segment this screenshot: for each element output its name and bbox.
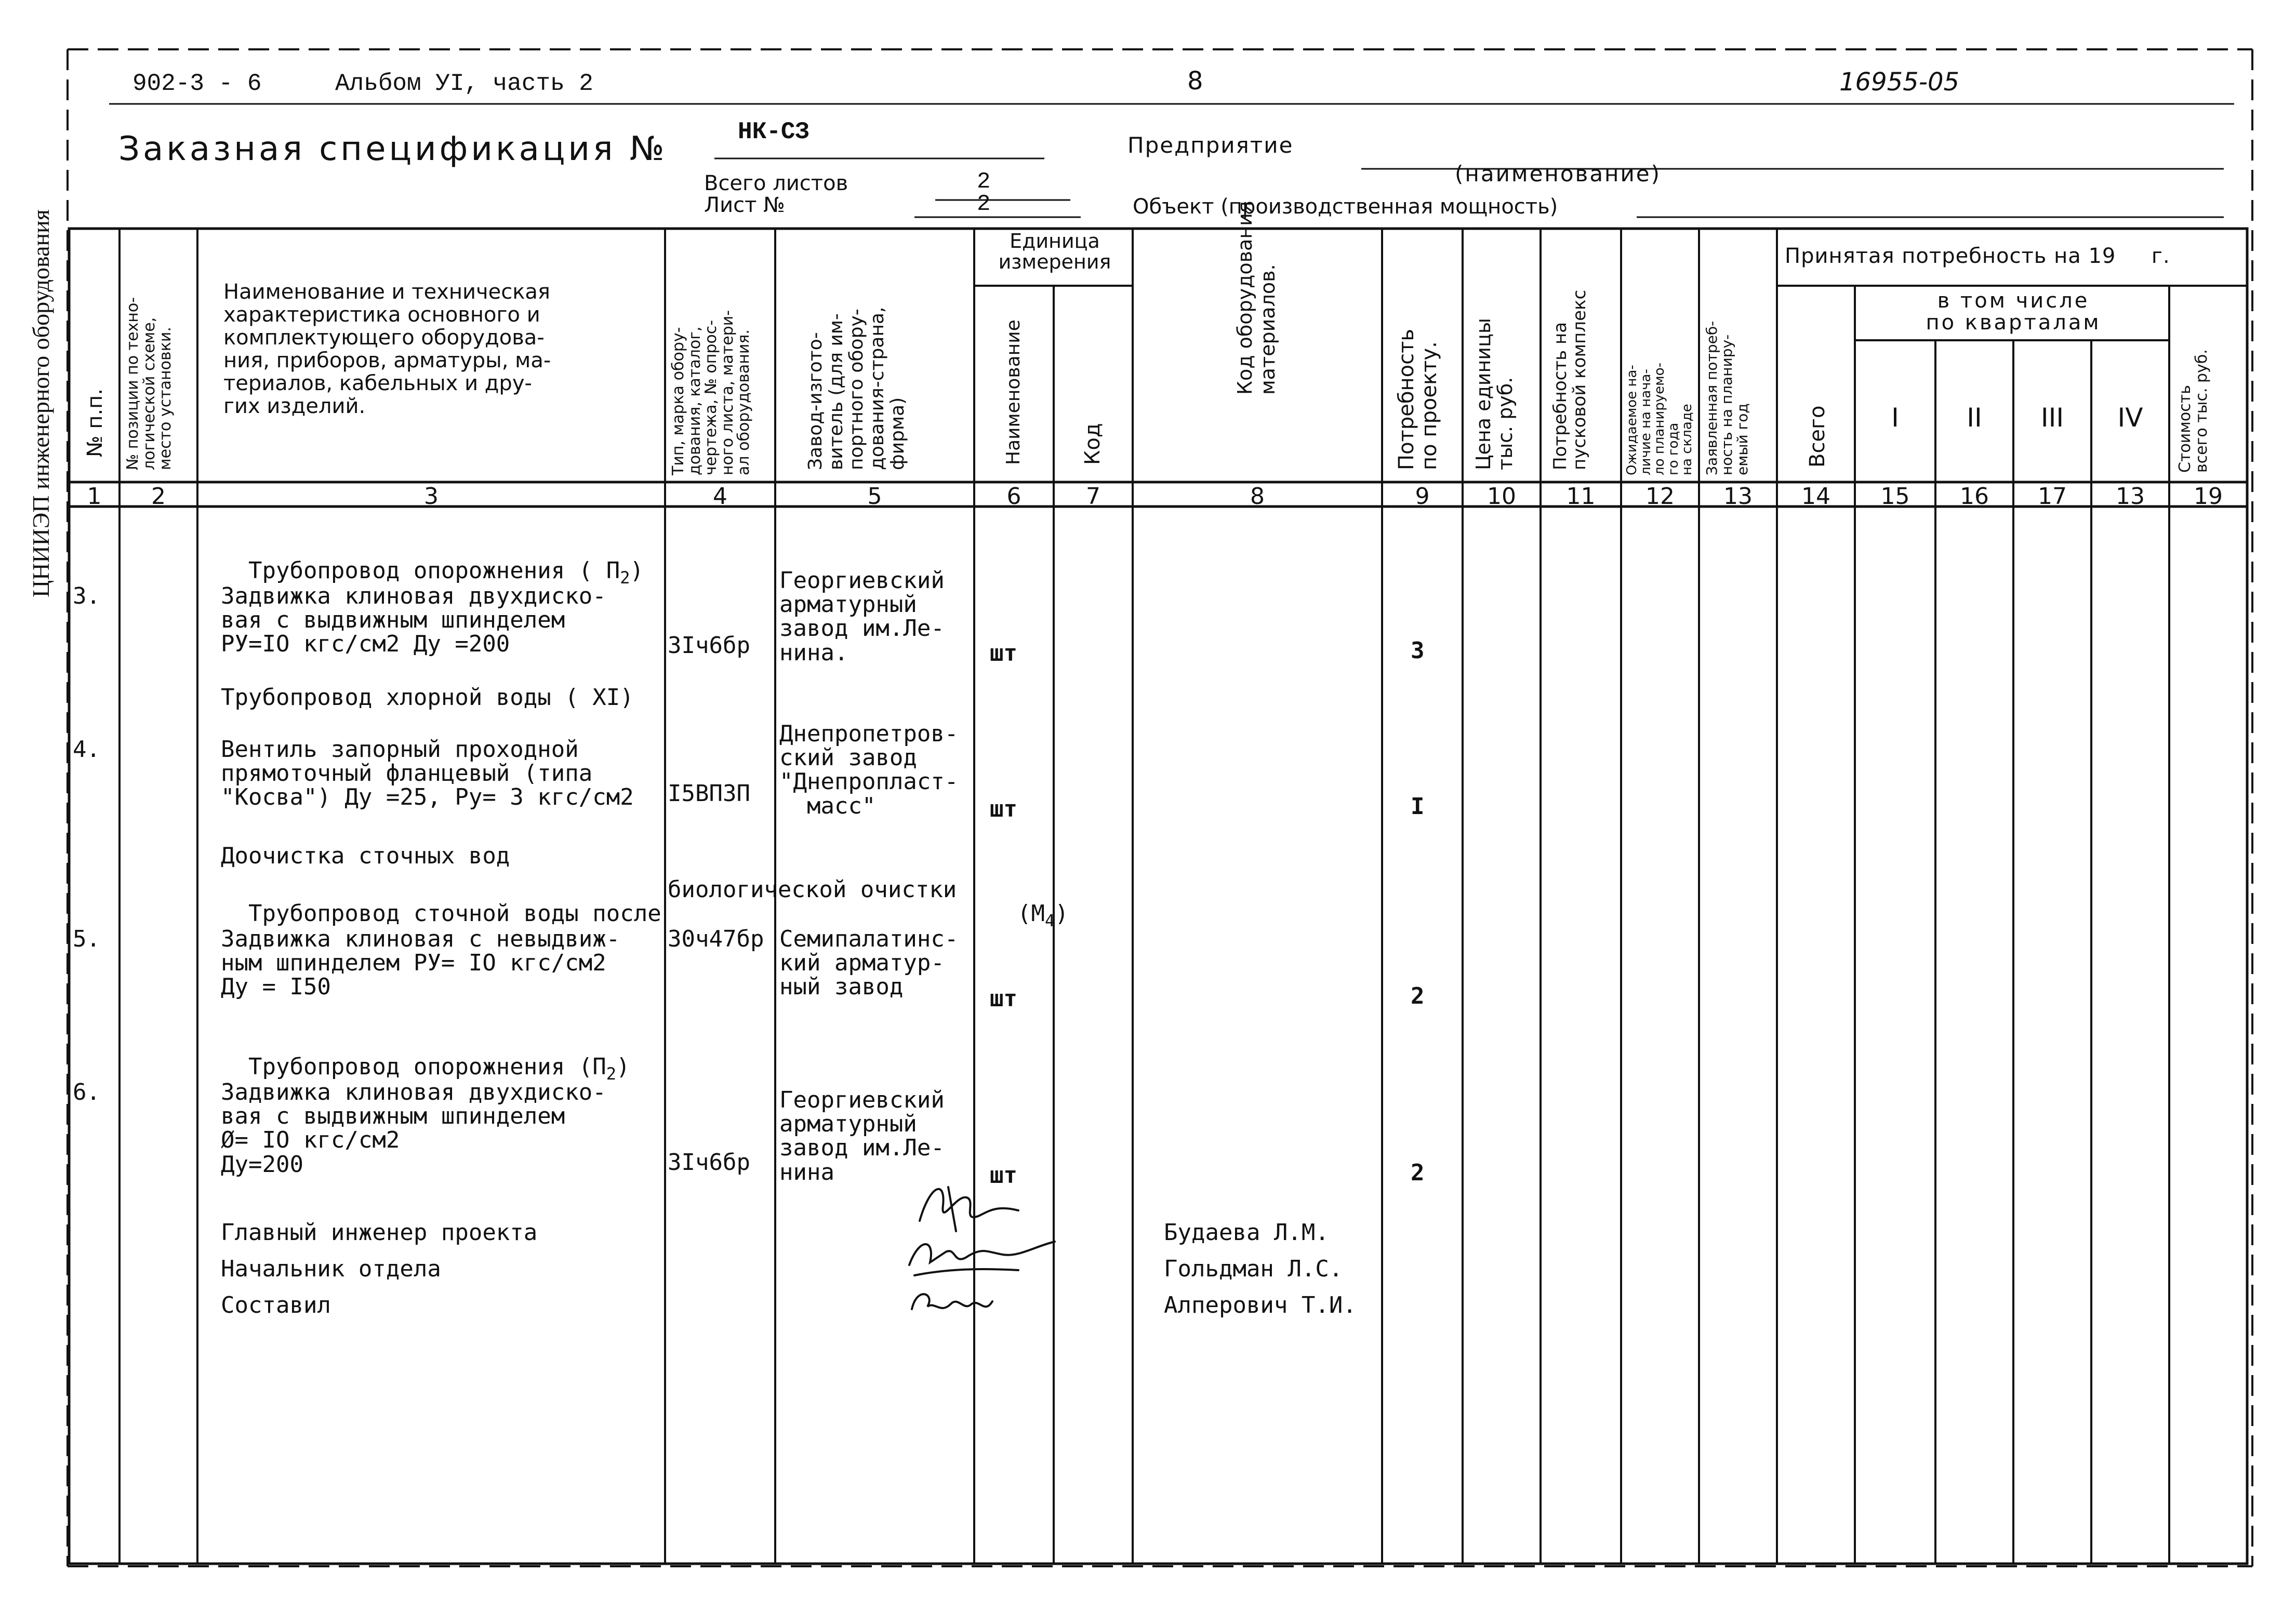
quarters-group: в том числе по кварталам xyxy=(1926,289,2101,335)
document-number: 16955-05 xyxy=(1839,68,1960,97)
item-quantity: 2 xyxy=(1411,1160,1425,1186)
signature-name-compiler: Алперович Т.И. xyxy=(1164,1292,1357,1318)
item-type: 3Iч6бр xyxy=(668,632,750,659)
item-name: Вентиль запорный проходной прямоточный фланцевый (типа "Косва") Ду =25, Ру= 3 кгс/см2 xyxy=(221,736,634,811)
col-number-17: 17 xyxy=(2038,483,2067,510)
col-header-17: III xyxy=(2040,403,2064,433)
col-number-6: 6 xyxy=(1006,483,1021,510)
signature-role-compiler: Составил xyxy=(221,1292,331,1318)
col-header-8: Код оборудования материалов. xyxy=(1233,201,1279,395)
item-type: 30ч47бр xyxy=(668,926,764,952)
section-text: Трубопровод сточной воды после xyxy=(248,900,661,927)
item-name: Задвижка клиновая с невыдвиж- ным шпинделем РУ= IO кгс/см2 Ду = I50 xyxy=(221,926,620,1001)
col-header-14: Всего xyxy=(1806,405,1829,468)
section-heading: Доочистка сточных вод xyxy=(221,843,510,869)
row-number: 6. xyxy=(73,1079,100,1105)
album-label: Альбом УI, часть 2 xyxy=(335,70,593,97)
item-maker: Семипалатинс- кий арматур- ный завод xyxy=(779,926,959,1001)
item-name: Задвижка клиновая двухдиско- вая с выдвижным шпинделем Ø= IO кгс/см2 Ду=200 xyxy=(221,1079,606,1178)
col-header-16: II xyxy=(1967,403,1982,433)
name-caption: (наименование) xyxy=(1455,161,1662,186)
col-number-2: 2 xyxy=(151,483,166,510)
col-number-12: 12 xyxy=(1645,483,1675,510)
col-number-8: 8 xyxy=(1250,483,1265,510)
item-type: 3Iч6бр xyxy=(668,1149,750,1176)
section-text: Трубопровод опорожнения ( П xyxy=(248,557,620,584)
item-unit: шт xyxy=(990,640,1017,667)
col-number-16: 16 xyxy=(1960,483,1989,510)
page-number: 8 xyxy=(1187,66,1203,96)
handwritten-signatures xyxy=(899,1174,1086,1330)
item-quantity: I xyxy=(1411,793,1425,820)
signature-role-chief-engineer: Главный инженер проекта xyxy=(221,1219,538,1246)
section-end: ) xyxy=(630,557,644,584)
section-tail-text: (М xyxy=(1017,900,1045,927)
col-header-6: Наименование xyxy=(1003,319,1024,465)
col-number-7: 7 xyxy=(1086,483,1100,510)
item-maker: Георгиевский арматурный завод им.Ле- нина xyxy=(779,1087,945,1185)
row-number: 4. xyxy=(73,736,100,763)
item-maker: Днепропетров- ский завод "Днепропласт- масс" xyxy=(779,721,959,819)
col-header-1: № п.п. xyxy=(83,388,107,457)
item-maker: Георгиевский арматурный завод им.Ле- нина. xyxy=(779,567,945,666)
col-header-14-group: Принятая потребность на 19 г. xyxy=(1785,244,2170,268)
row-number: 5. xyxy=(73,926,100,952)
signature-name-department-head: Гольдман Л.С. xyxy=(1164,1256,1343,1282)
item-unit: шт xyxy=(990,1162,1017,1189)
col-header-4: Тип, марка обору- дования, каталог, чертежа, № опрос- ного листа, матери- ал оборудования. xyxy=(669,310,753,475)
section-heading xyxy=(221,1031,630,1083)
col-header-18: IV xyxy=(2117,403,2143,433)
section-text: Трубопровод опорожнения (П xyxy=(248,1054,606,1081)
section-tail xyxy=(990,878,1069,930)
section-tail-end: ) xyxy=(1055,900,1069,927)
side-label: ЦНИИЭП инженерного оборудования xyxy=(28,209,54,597)
col-number-10: 10 xyxy=(1487,483,1516,510)
col-header-3: Наименование и техническая характеристика основного и комплектующего оборудова- ния, приборов, арматуры, ма- териалов, кабельных и дру- гих изделий. xyxy=(223,280,551,418)
section-continuation: биологической очистки xyxy=(668,876,957,903)
col-header-13: Заявленная потреб- ность на планиру- емый год xyxy=(1703,321,1751,475)
sheet-label: Лист № xyxy=(704,193,785,217)
col-header-19: Стоимость всего тыс. руб. xyxy=(2176,349,2211,473)
col-header-6-group: Единица измерения xyxy=(998,230,1111,273)
col-number-14: 14 xyxy=(1801,483,1830,510)
series-number: 902-3 - 6 xyxy=(132,70,262,97)
enterprise-label: Предприятие xyxy=(1127,132,1294,158)
col-number-15: 15 xyxy=(1880,483,1910,510)
col-number-9: 9 xyxy=(1415,483,1430,510)
section-subscript: 2 xyxy=(620,568,630,588)
sheet-value: 2 xyxy=(977,191,991,217)
section-heading xyxy=(221,535,644,587)
signature-role-department-head: Начальник отдела xyxy=(221,1256,441,1282)
item-name: Задвижка клиновая двухдиско- вая с выдвижным шпинделем РУ=IO кгс/см2 Ду =200 xyxy=(221,583,606,658)
col-number-13: 13 xyxy=(1723,483,1753,510)
signature-name-chief-engineer: Будаева Л.М. xyxy=(1164,1219,1329,1246)
col-number-1: 1 xyxy=(87,483,102,510)
total-sheets-label: Всего листов xyxy=(704,171,848,195)
item-type: I5ВП3П xyxy=(668,780,750,807)
col-number-3: 3 xyxy=(424,483,439,510)
item-unit: шт xyxy=(990,796,1017,822)
item-quantity: 3 xyxy=(1411,637,1425,664)
item-unit: шт xyxy=(990,985,1017,1012)
section-heading: Трубопровод хлорной воды ( ХI) xyxy=(221,684,634,711)
total-sheets-value: 2 xyxy=(977,169,991,195)
section-subscript: 2 xyxy=(606,1064,616,1084)
col-header-2: № позиции по техно- логической схеме, место установки. xyxy=(124,297,175,470)
col-header-15: I xyxy=(1891,403,1899,433)
col-number-11: 11 xyxy=(1566,483,1596,510)
spec-number: НК-СЗ xyxy=(738,118,810,145)
section-end: ) xyxy=(616,1054,630,1081)
col-header-11: Потребность на пусковой комплекс xyxy=(1550,289,1590,470)
col-header-7: Код xyxy=(1081,423,1105,465)
col-number-18: 13 xyxy=(2116,483,2145,510)
col-number-4: 4 xyxy=(713,483,727,510)
col-number-19: 19 xyxy=(2194,483,2223,510)
col-header-12: Ожидаемое на- личие на нача- ло планируемо- го года на складе xyxy=(1624,362,1695,475)
spec-title: Заказная спецификация № xyxy=(118,130,668,168)
col-number-5: 5 xyxy=(867,483,882,510)
item-quantity: 2 xyxy=(1411,983,1425,1009)
col-header-5: Завод-изгото- витель (для им- портного обору- дования-страна, фирма) xyxy=(805,307,909,470)
col-header-9: Потребность по проекту. xyxy=(1395,328,1441,470)
row-number: 3. xyxy=(73,583,100,609)
section-tail-subscript: 4 xyxy=(1044,911,1055,931)
col-header-10: Цена единицы тыс. руб. xyxy=(1472,318,1517,470)
section-heading xyxy=(221,878,661,926)
object-label: Объект (производственная мощность) xyxy=(1133,195,1558,219)
